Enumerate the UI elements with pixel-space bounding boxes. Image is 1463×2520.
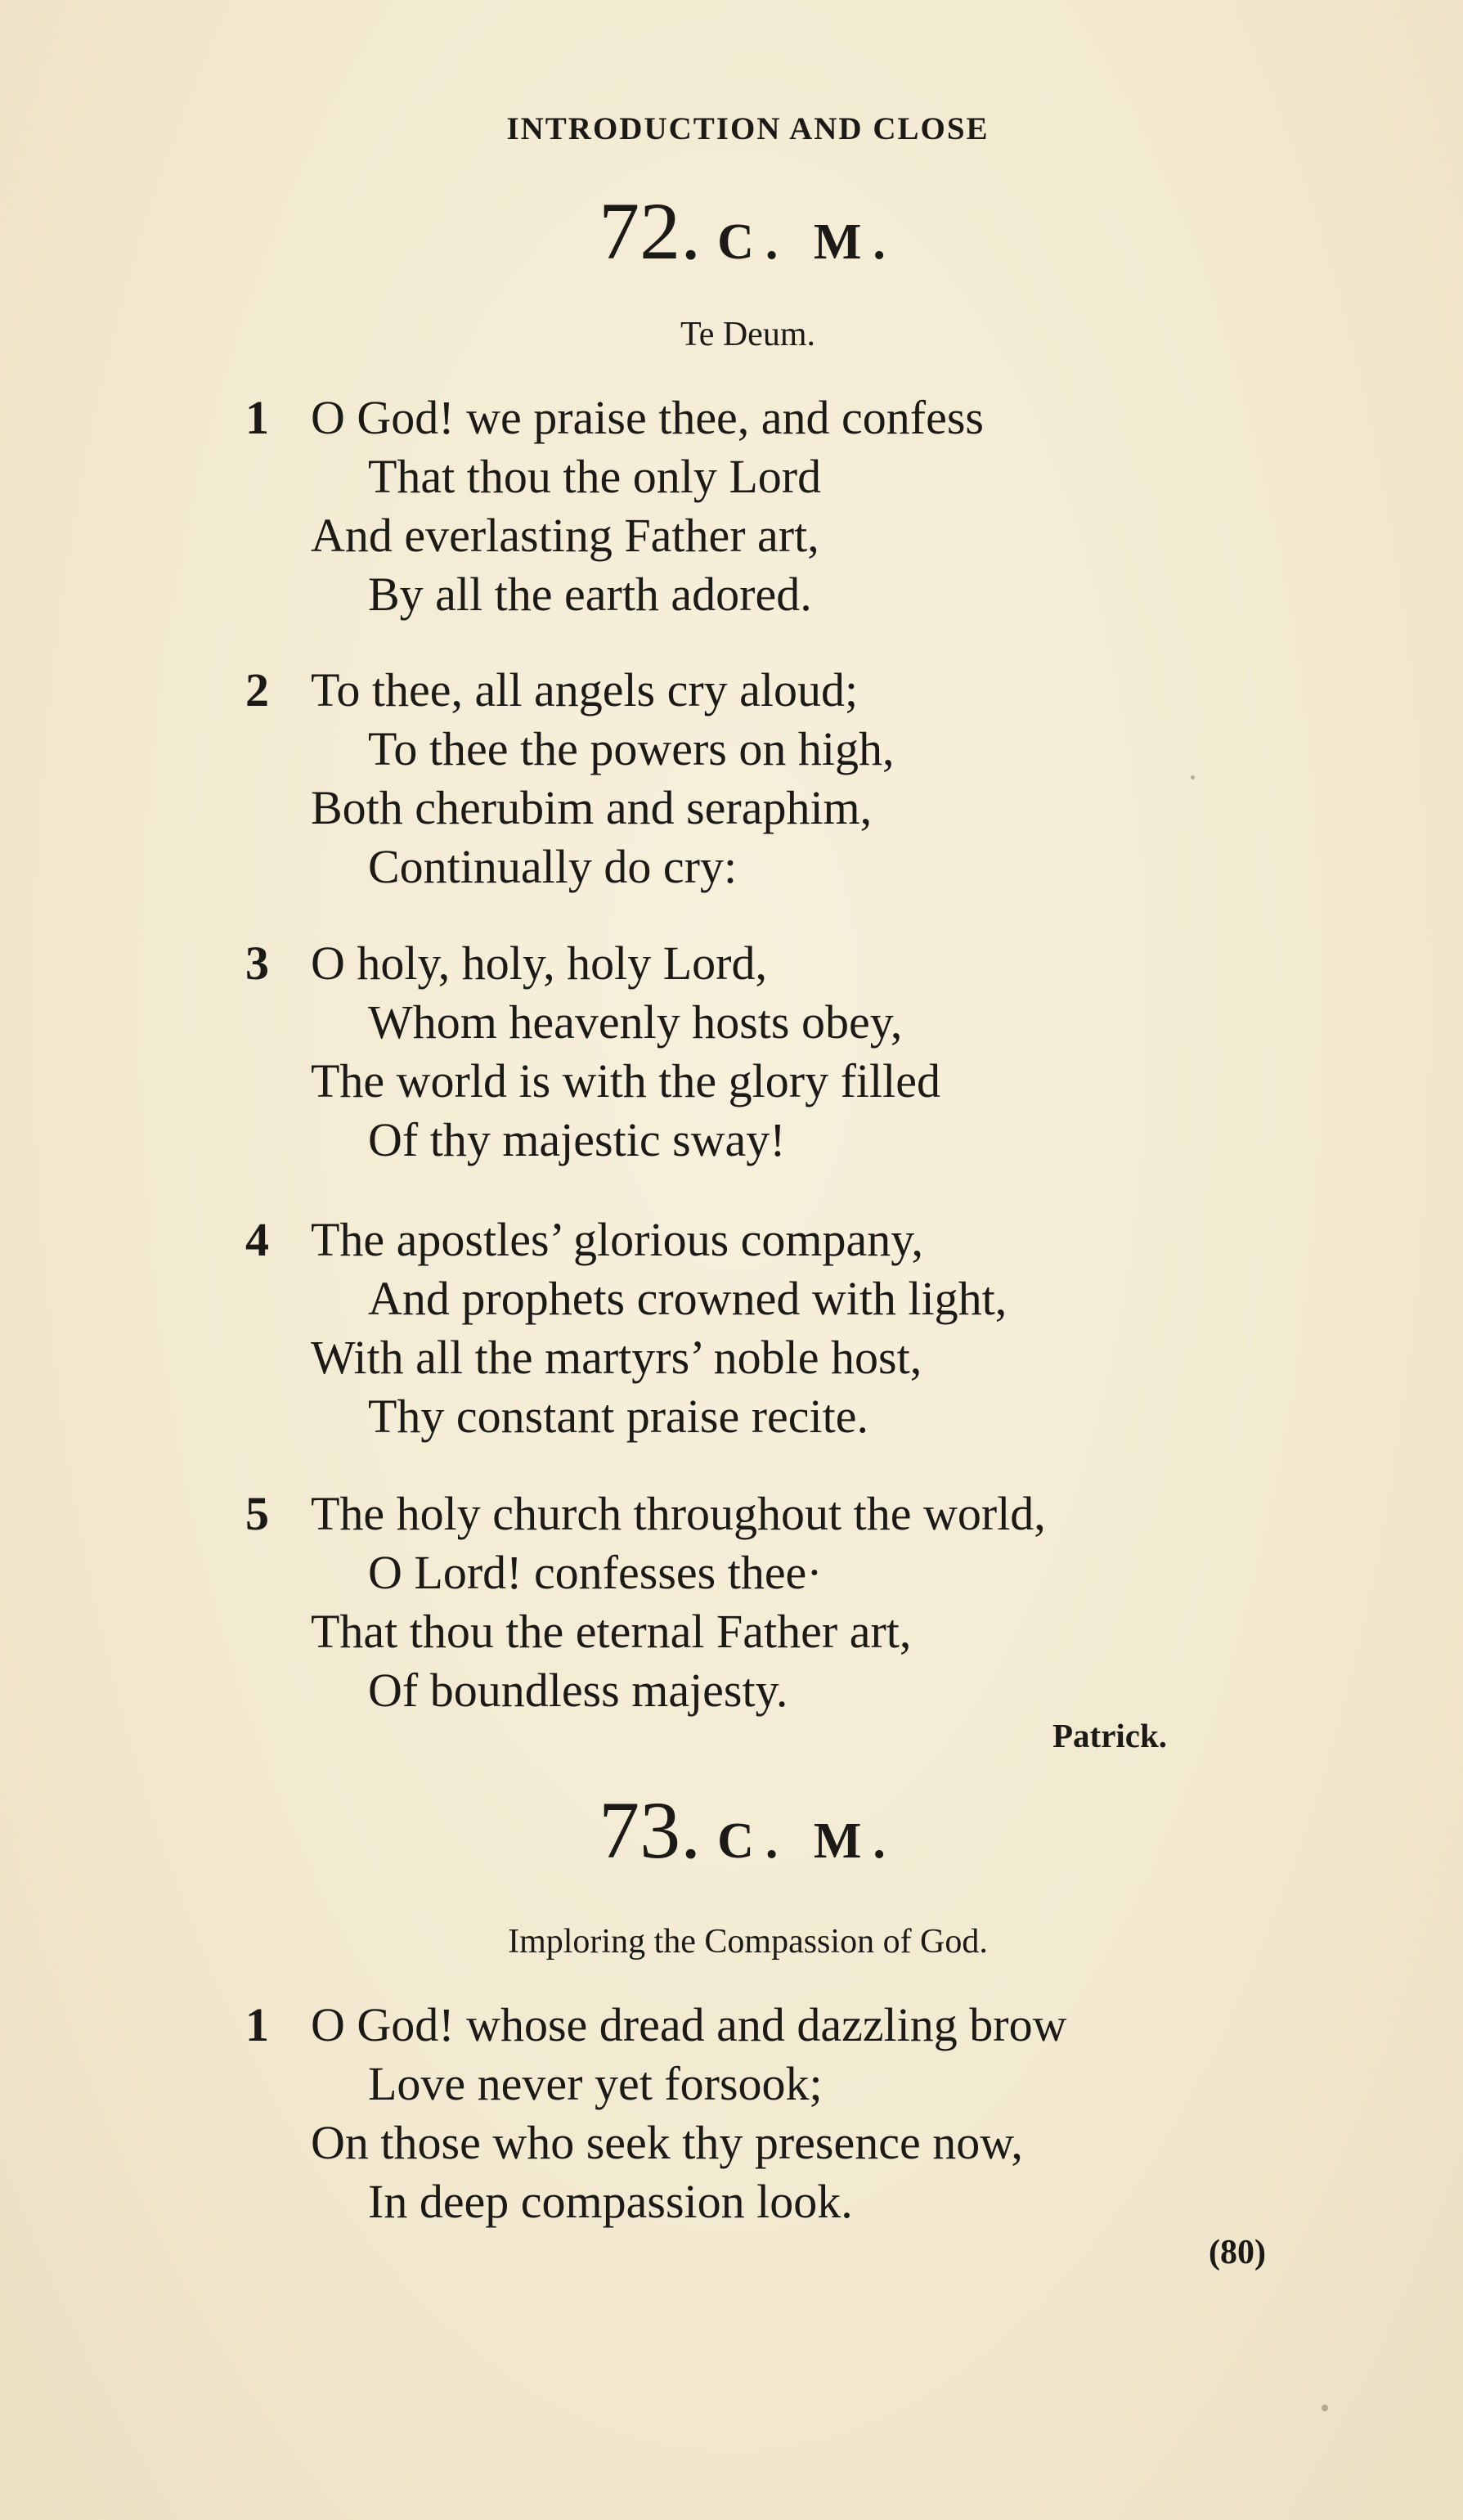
stanza	[245, 934, 1308, 1170]
verse-line: The apostles’ glorious company,	[311, 1213, 923, 1266]
hymn-72-heading	[0, 184, 1463, 278]
stanza	[245, 1211, 1308, 1446]
stanza	[245, 1485, 1308, 1720]
stanza-number: 5	[245, 1487, 269, 1540]
verse-line: To thee, all angels cry aloud;	[311, 663, 859, 716]
stanza-number: 2	[245, 663, 269, 716]
running-head: INTRODUCTION AND CLOSE	[506, 111, 990, 146]
verse-line: Thy constant praise recite.	[368, 1390, 868, 1443]
verse-line: With all the martyrs’ noble host,	[311, 1331, 922, 1384]
hymn-number: 72.	[599, 186, 702, 276]
verse-line: Both cherubim and seraphim,	[311, 781, 873, 834]
paper-speck	[1191, 775, 1195, 779]
stanza-number: 1	[245, 1998, 269, 2051]
verse-line: Of boundless majesty.	[368, 1664, 788, 1717]
hymn-meter: C. M.	[717, 214, 897, 270]
verse-line: Love never yet forsook;	[368, 2057, 823, 2110]
stanza-number: 4	[245, 1213, 269, 1266]
stanza	[245, 389, 1308, 624]
verse-line: By all the earth adored.	[368, 568, 812, 621]
verse-line: That thou the eternal Father art,	[311, 1605, 912, 1658]
page-number: (80)	[1209, 2234, 1266, 2271]
author-attribution: Patrick.	[1052, 1717, 1168, 1754]
hymn-title: Te Deum.	[680, 316, 815, 353]
verse-line: Whom heavenly hosts obey,	[368, 995, 903, 1049]
hymn-title: Imploring the Compassion of God.	[508, 1923, 988, 1961]
stanza-number: 1	[245, 391, 269, 444]
stanza	[245, 661, 1308, 896]
paper-speck	[1322, 2405, 1328, 2411]
verse-line: And prophets crowned with light,	[368, 1272, 1007, 1325]
stanza	[245, 1996, 1308, 2231]
verse-line: In deep compassion look.	[368, 2175, 853, 2228]
hymn-meter: C. M.	[717, 1813, 897, 1869]
verse-line: Continually do cry:	[368, 840, 738, 893]
verse-line: O Lord! confesses thee·	[368, 1546, 823, 1599]
verse-line: To thee the powers on high,	[368, 722, 895, 775]
verse-line: On those who seek thy presence now,	[311, 2116, 1023, 2169]
verse-line: And everlasting Father art,	[311, 509, 819, 562]
verse-line: O God! whose dread and dazzling brow	[311, 1998, 1067, 2051]
verse-line: The world is with the glory filled	[311, 1054, 940, 1107]
hymn-73-heading	[0, 1783, 1463, 1877]
verse-line: Of thy majestic sway!	[368, 1113, 786, 1166]
verse-line: O holy, holy, holy Lord,	[311, 937, 767, 990]
stanza-number: 3	[245, 937, 269, 990]
hymn-number: 73.	[599, 1785, 702, 1875]
verse-line: O God! we praise thee, and confess	[311, 391, 984, 444]
verse-line: The holy church throughout the world,	[311, 1487, 1046, 1540]
verse-line: That thou the only Lord	[368, 450, 822, 503]
